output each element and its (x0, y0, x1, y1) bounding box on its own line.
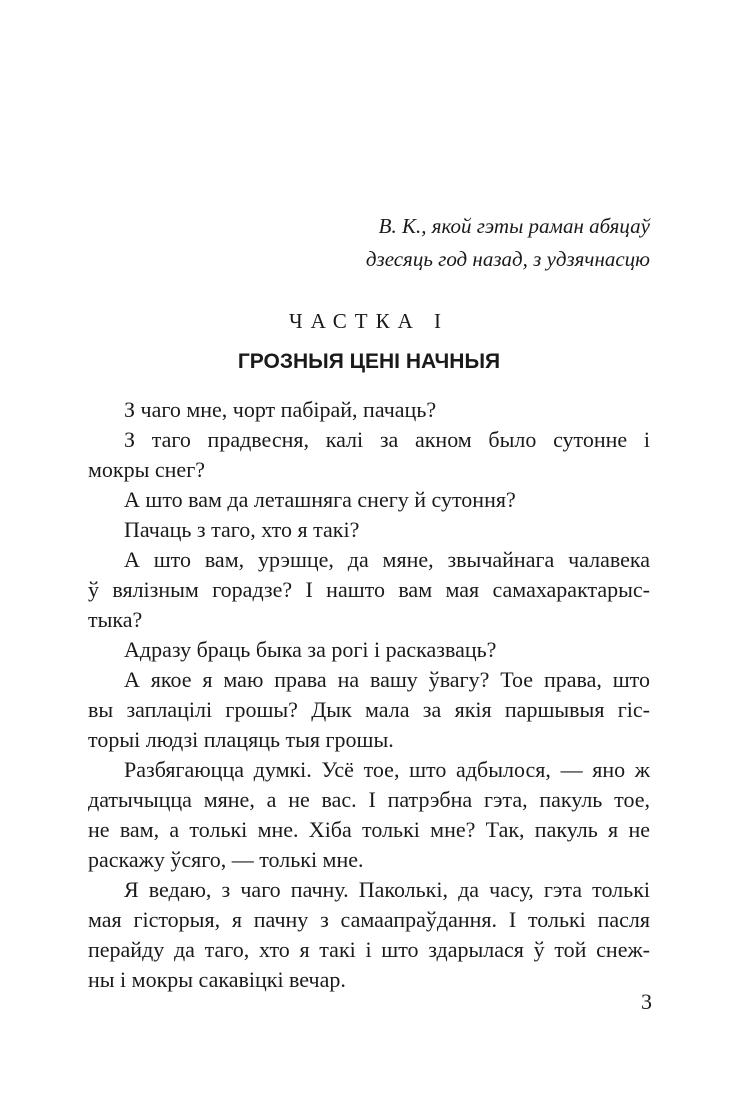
page-number: 3 (641, 989, 652, 1014)
text-line: Разбягаюцца думкі. Усё тое, што адбылося, — яно ж (124, 757, 650, 782)
epigraph (230, 210, 650, 276)
text-line: Я ведаю, з чаго пачну. Паколькі, да часу, гэта толькі (124, 877, 650, 902)
text-line: раскажу ўсяго, — толькі мне. (88, 847, 364, 872)
text-line: А што вам да леташняга снегу й сутоння? (124, 487, 516, 512)
text-line: датычыцца мяне, а не вас. І патрэбна гэта, пакуль тое, (88, 787, 650, 812)
text-line: ны і мокры сакавіцкі вечар. (88, 967, 346, 992)
text-line: ў вялізным горадзе? І нашто вам мая самахарактарыс- (88, 577, 650, 602)
body-text (88, 395, 650, 995)
text-line: мокры снег? (88, 457, 205, 482)
text-line: торыі людзі плацяць тыя грошы. (88, 727, 394, 752)
text-line: З чаго мне, чорт пабірай, пачаць? (124, 397, 437, 422)
chapter-title: ГРОЗНЫЯ ЦЕНІ НАЧНЫЯ (237, 350, 501, 373)
text-line: А што вам, урэшце, да мяне, звычайнага чалавека (124, 547, 650, 572)
text-line: перайду да таго, хто я такі і што здарылася ў той снеж- (88, 937, 650, 962)
text-line: вы заплацілі грошы? Дык мала за якія паршывыя гіс- (88, 697, 650, 722)
text-line: не вам, а толькі мне. Хіба толькі мне? Так, пакуль я не (88, 817, 650, 842)
text-line: А якое я маю права на вашу ўвагу? Тое права, што (124, 667, 650, 692)
part-title: ЧАСТКА І (288, 309, 450, 333)
text-line: Адразу браць быка за рогі і расказваць? (124, 637, 497, 662)
text-line: мая гісторыя, я пачну з самаапраўдання. І толькі пасля (88, 907, 650, 932)
text-line: З таго прадвесня, калі за акном было сутонне і (124, 427, 650, 452)
text-line: тыка? (88, 607, 143, 632)
text-line: Пачаць з таго, хто я такі? (124, 517, 360, 542)
epigraph-line: дзесяць год назад, з удзячнасцю (365, 247, 650, 271)
epigraph-line: В. К., якой гэты раман абяцаў (378, 214, 650, 238)
